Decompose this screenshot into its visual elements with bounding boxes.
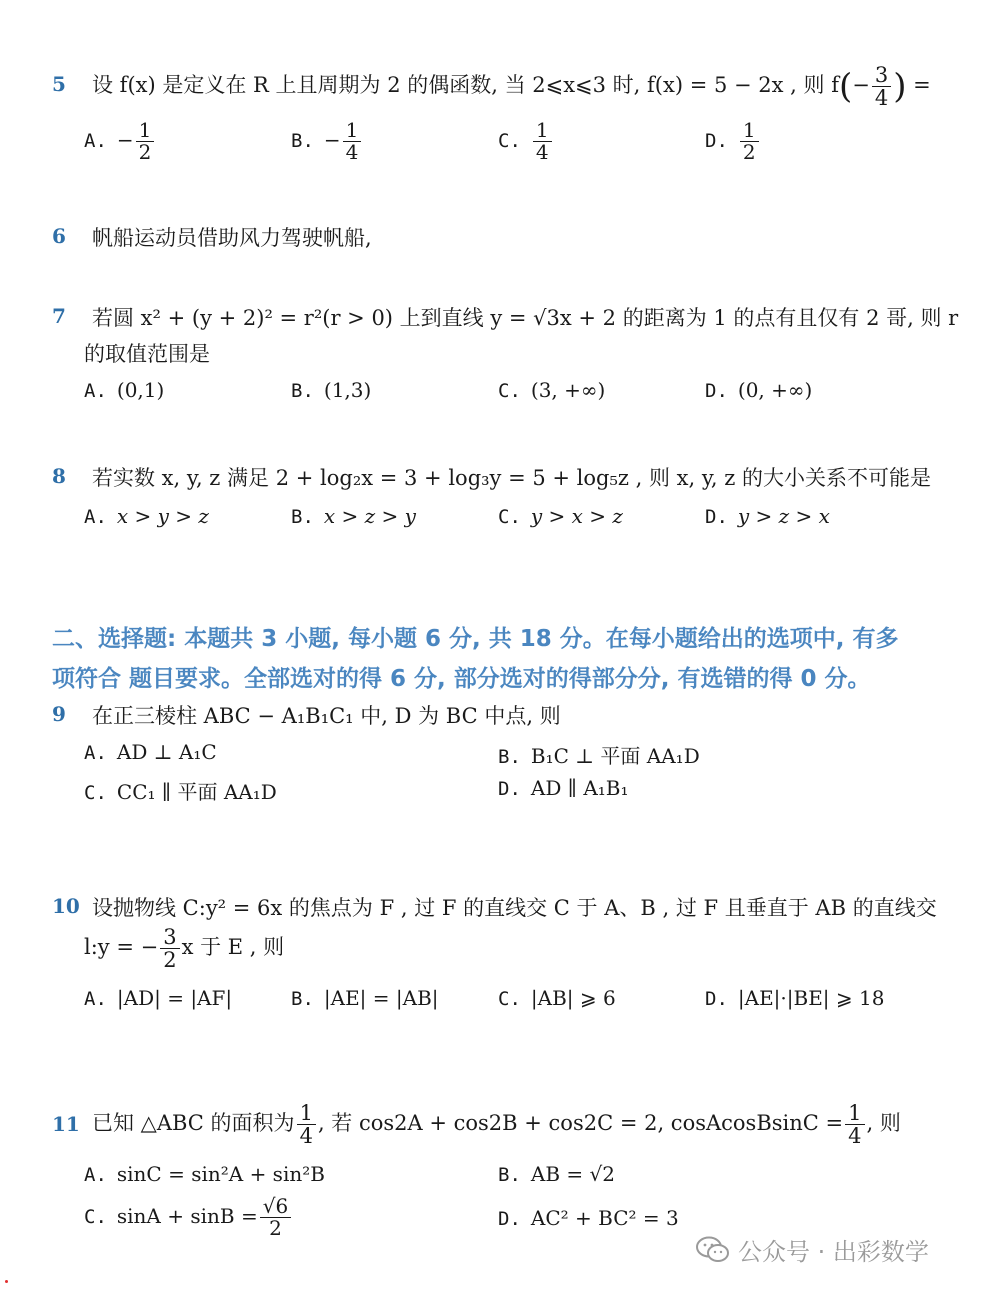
question-stem: 帆船运动员借助风力驾驶帆船,: [92, 226, 372, 250]
watermark: [696, 1232, 929, 1267]
option-d: D. |AE|·|BE| ⩾ 18: [705, 986, 885, 1010]
option-d: D. AD ∥ A₁B₁: [498, 776, 629, 800]
fraction: $\frac{1}{4}$: [845, 1102, 864, 1147]
option-d: D. $\frac{1}{2}$: [705, 120, 761, 163]
marker-dot: [5, 1280, 8, 1283]
option-a: A. x > y > z: [84, 504, 209, 528]
question-stem-line2: l:y = − $\frac{3}{2}$ x 于 E , 则: [84, 925, 285, 973]
section-heading-line1: 二、选择题: 本题共 3 小题, 每小题 6 分, 共 18 分。在每小题给出的选项中, 有多: [52, 626, 899, 652]
option-b: B. AB = √2: [498, 1162, 615, 1186]
question-number: 8: [52, 464, 66, 488]
question-number: 6: [52, 224, 66, 248]
option-c: C. $\frac{1}{4}$: [498, 120, 554, 163]
option-c: C. sinA + sinB = $\frac{√6}{2}$: [84, 1196, 293, 1239]
question-stem: 在正三棱柱 ABC − A₁B₁C₁ 中, D 为 BC 中点, 则: [92, 704, 561, 728]
question-number: 7: [52, 304, 66, 328]
question-stem: 设 f(x) 是定义在 R 上且周期为 2 的偶函数, 当 2⩽x⩽3 时, f(x) = 5 − 2x , 则 f(− $\frac{3}{4}$ ) =: [92, 63, 931, 111]
option-a: A. sinC = sin²A + sin²B: [84, 1162, 325, 1186]
option-d: D. (0, +∞): [705, 378, 813, 402]
question-stem-line2: 的取值范围是: [84, 342, 210, 366]
option-c: C. |AB| ⩾ 6: [498, 986, 616, 1010]
option-b: B. − $\frac{1}{4}$: [291, 120, 363, 163]
option-c: C. (3, +∞): [498, 378, 606, 402]
fraction: $\frac{3}{4}$: [872, 64, 891, 109]
option-b: B. (1,3): [291, 378, 372, 402]
watermark-text: 公众号 · 出彩数学: [738, 1238, 929, 1266]
option-c: C. CC₁ ∥ 平面 AA₁D: [84, 780, 277, 804]
option-a: A. AD ⊥ A₁C: [84, 740, 217, 764]
section-heading-line2: 项符合 题目要求。全部选对的得 6 分, 部分选对的得部分分, 有选错的得 0 分。: [52, 666, 871, 692]
fraction: $\frac{√6}{2}$: [260, 1196, 291, 1239]
question-stem: 已知 △ABC 的面积为 $\frac{1}{4}$ , 若 cos2A + cos2B + cos2C = 2, cosAcosBsinC = $\frac{1}{4}$ , 则: [92, 1101, 901, 1149]
option-b: B. x > z > y: [291, 504, 416, 528]
option-b: B. |AE| = |AB|: [291, 986, 439, 1010]
option-a: A. − $\frac{1}{2}$: [84, 120, 156, 163]
question-number: 11: [52, 1112, 80, 1136]
question-stem-line1: 设抛物线 C:y² = 6x 的焦点为 F , 过 F 的直线交 C 于 A、B , 过 F 且垂直于 AB 的直线交: [92, 896, 937, 920]
option-b: B. B₁C ⊥ 平面 AA₁D: [498, 744, 700, 768]
wechat-icon: [696, 1236, 730, 1264]
option-c: C. y > x > z: [498, 504, 623, 528]
fraction: $\frac{3}{2}$: [160, 926, 179, 971]
question-number: 9: [52, 702, 66, 726]
question-number: 10: [52, 894, 80, 918]
option-a: A. |AD| = |AF|: [84, 986, 233, 1010]
question-stem: 若实数 x, y, z 满足 2 + log₂x = 3 + log₃y = 5 + log₅z , 则 x, y, z 的大小关系不可能是: [92, 466, 932, 490]
question-stem-line1: 若圆 x² + (y + 2)² = r²(r > 0) 上到直线 y = √3x + 2 的距离为 1 的点有且仅有 2 哥, 则 r: [92, 306, 959, 330]
fraction: $\frac{1}{4}$: [297, 1102, 316, 1147]
option-d: D. y > z > x: [705, 504, 830, 528]
question-number: 5: [52, 72, 66, 96]
option-a: A. (0,1): [84, 378, 165, 402]
option-d: D. AC² + BC² = 3: [498, 1206, 679, 1230]
